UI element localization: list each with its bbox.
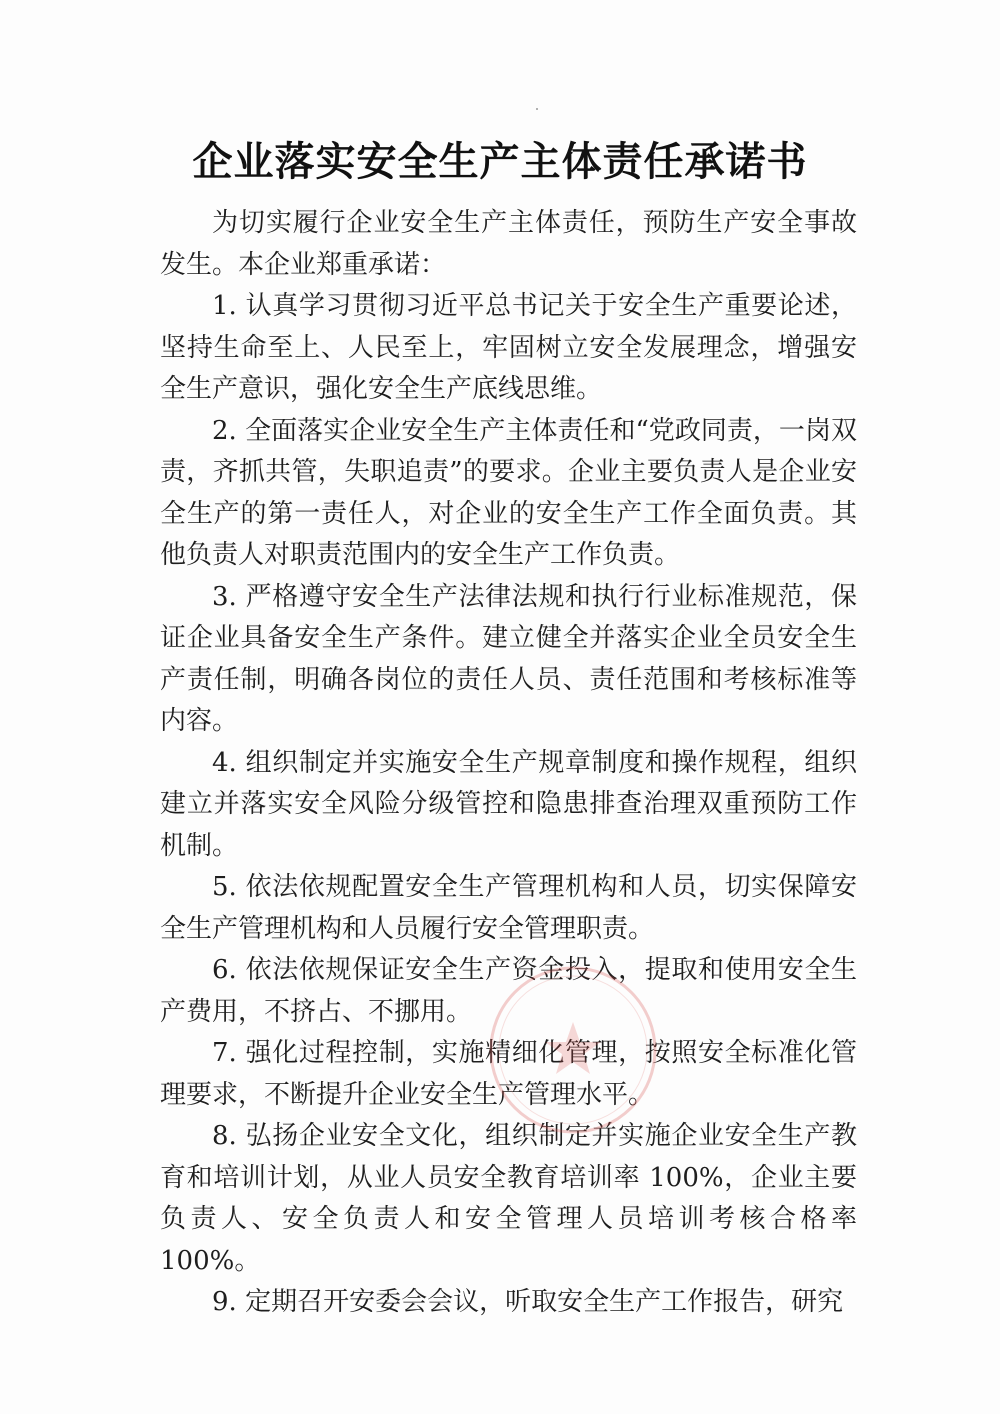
- commitment-item-5: 5. 依法依规配置安全生产管理机构和人员，切实保障安全生产管理机构和人员履行安全管理职责。: [160, 872, 857, 944]
- commitment-item-6: 6. 依法依规保证安全生产资金投入，提取和使用安全生产费用，不挤占、不挪用。: [160, 955, 857, 1027]
- document-body: [160, 203, 857, 1324]
- scan-speck: [536, 108, 538, 110]
- commitment-item-9: 9. 定期召开安委会会议，听取安全生产工作报告，研究: [212, 1287, 844, 1317]
- commitment-item-2: 2. 全面落实企业安全生产主体责任和“党政同责，一岗双责，齐抓共管，失职追责”的要求。企业主要负责人是企业安全生产的第一责任人，对企业的安全生产工作全面负责。其他负责人对职责范围内的安全生产工作负责。: [160, 415, 857, 570]
- intro-paragraph: 为切实履行企业安全生产主体责任，预防生产安全事故发生。本企业郑重承诺：: [160, 208, 857, 280]
- commitment-item-4: 4. 组织制定并实施安全生产规章制度和操作规程，组织建立并落实安全风险分级管控和隐患排查治理双重预防工作机制。: [160, 747, 857, 861]
- commitment-item-1: 1. 认真学习贯彻习近平总书记关于安全生产重要论述，坚持生命至上、人民至上，牢固树立安全发展理念，增强安全生产意识，强化安全生产底线思维。: [160, 291, 857, 404]
- commitment-item-7: 7. 强化过程控制，实施精细化管理，按照安全标准化管理要求，不断提升企业安全生产管理水平。: [160, 1038, 857, 1110]
- commitment-item-3: 3. 严格遵守安全生产法律法规和执行行业标准规范，保证企业具备安全生产条件。建立健全并落实企业全员安全生产责任制，明确各岗位的责任人员、责任范围和考核标准等内容。: [160, 581, 857, 736]
- document-title: 企业落实安全生产主体责任承诺书: [192, 139, 808, 185]
- commitment-item-8: 8. 弘扬企业安全文化，组织制定并实施企业安全生产教育和培训计划，从业人员安全教育培训率 100%，企业主要负责人、安全负责人和安全管理人员培训考核合格率 100%。: [160, 1121, 857, 1276]
